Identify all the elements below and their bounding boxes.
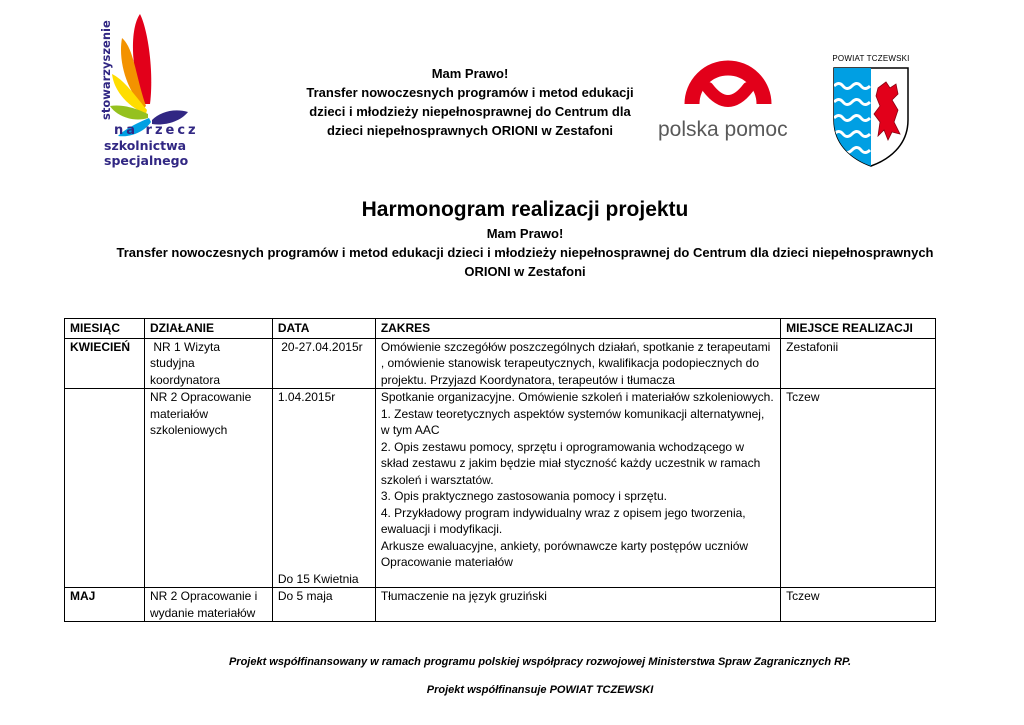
document-title-block [60, 196, 990, 281]
cell-date [272, 389, 375, 588]
association-logo-word-2: na rzecz [114, 123, 199, 138]
header-line: Transfer nowoczesnych programów i metod edukacji [306, 85, 634, 100]
cell-action: NR 2 Opracowanie i wydanie materiałów [144, 588, 272, 622]
cell-month [65, 389, 145, 588]
cell-scope [375, 389, 780, 588]
table-row [65, 588, 936, 622]
cell-place: Zestafonii [781, 338, 936, 389]
cell-date: 20-27.04.2015r [272, 338, 375, 389]
cell-action: NR 2 Opracowanie materiałów szkoleniowych [144, 389, 272, 588]
scope-line: Spotkanie organizacyjne. Omówienie szkoleń i materiałów szkoleniowych. [380, 390, 774, 404]
column-header-action: DZIAŁANIE [144, 319, 272, 339]
scope-line: 1. Zestaw teoretycznych aspektów systemów komunikacji alternatywnej, w tym AAC [380, 406, 765, 437]
scope-line: 4. Przykładowy program indywidualny wraz z opisem jego tworzenia, ewaluacji i modyfikacji. [380, 505, 746, 536]
footer-funding-note: Projekt współfinansowany w ramach programu polskiej współpracy rozwojowej Ministerstwa Spraw Zagranicznych RP. [228, 656, 852, 668]
table-row [65, 389, 936, 588]
cell-scope: Tłumaczenie na język gruziński [375, 588, 780, 622]
association-logo-word-3: szkolnictwa [104, 138, 187, 153]
coat-of-arms-icon [826, 64, 916, 168]
header-line: Mam Prawo! [431, 66, 509, 81]
cell-place: Tczew [781, 389, 936, 588]
column-header-date: DATA [272, 319, 375, 339]
association-logo [96, 8, 206, 168]
date-deadline: Do 15 Kwietnia [277, 571, 359, 586]
header-project-title [250, 64, 690, 140]
document-title: Harmonogram realizacji projektu [361, 198, 689, 221]
cell-date: Do 5 maja [272, 588, 375, 622]
date-start: 1.04.2015r [277, 390, 336, 404]
column-header-month: MIESIĄC [65, 319, 145, 339]
powiat-tczewski-label: POWIAT TCZEWSKI [832, 54, 910, 63]
column-header-place: MIEJSCE REALIZACJI [781, 319, 936, 339]
cell-place: Tczew [781, 588, 936, 622]
cell-month: KWIECIEŃ [65, 338, 145, 389]
polska-pomoc-logo [652, 40, 802, 150]
header-line: dzieci niepełnosprawnych ORIONI w Zestafoni [326, 123, 614, 138]
schedule-table [64, 318, 936, 622]
document-subtitle-line: Transfer nowoczesnych programów i metod edukacji dzieci i młodzieży niepełnosprawnej do Centrum dla dzieci niepełnosprawnych [116, 245, 934, 260]
cell-month: MAJ [65, 588, 145, 622]
association-logo-word-1: stowarzyszenie [99, 20, 113, 120]
cell-action: NR 1 Wizyta studyjna koordynatora [144, 338, 272, 389]
cell-scope: Omówienie szczegółów poszczególnych działań, spotkanie z terapeutami , omówienie stanowisk terapeutycznych, kwalifikacja podopiecznych do projektu. Przyjazd Koordynatora, terapeutów i tłumacza [375, 338, 780, 389]
table-header-row [65, 319, 936, 339]
scope-line: Arkusze ewaluacyjne, ankiety, porównawcze karty postępów uczniów [380, 538, 749, 553]
association-logo-graphic [96, 8, 206, 168]
scope-line: 2. Opis zestawu pomocy, sprzętu i oprogramowania wchodzącego w skład zestawu z jakim będzie miał styczność każdy uczestnik w ramach szkoleń i warsztatów. [380, 439, 761, 487]
column-header-scope: ZAKRES [375, 319, 780, 339]
powiat-tczewski-logo [826, 54, 916, 166]
document-subtitle-line: ORIONI w Zestafoni [464, 264, 586, 279]
scope-line: Opracowanie materiałów [380, 555, 513, 569]
header-line: dzieci i młodzieży niepełnosprawnej do Centrum dla [309, 104, 631, 119]
table-row [65, 338, 936, 389]
footer-cofunding-note: Projekt współfinansuje POWIAT TCZEWSKI [426, 684, 654, 696]
document-subtitle-line: Mam Prawo! [486, 226, 564, 241]
scope-line: 3. Opis praktycznego zastosowania pomocy i sprzętu. [380, 489, 667, 503]
polska-pomoc-label: polska pomoc [658, 118, 788, 141]
association-logo-word-4: specjalnego [104, 153, 189, 168]
polska-pomoc-symbol [652, 40, 802, 120]
